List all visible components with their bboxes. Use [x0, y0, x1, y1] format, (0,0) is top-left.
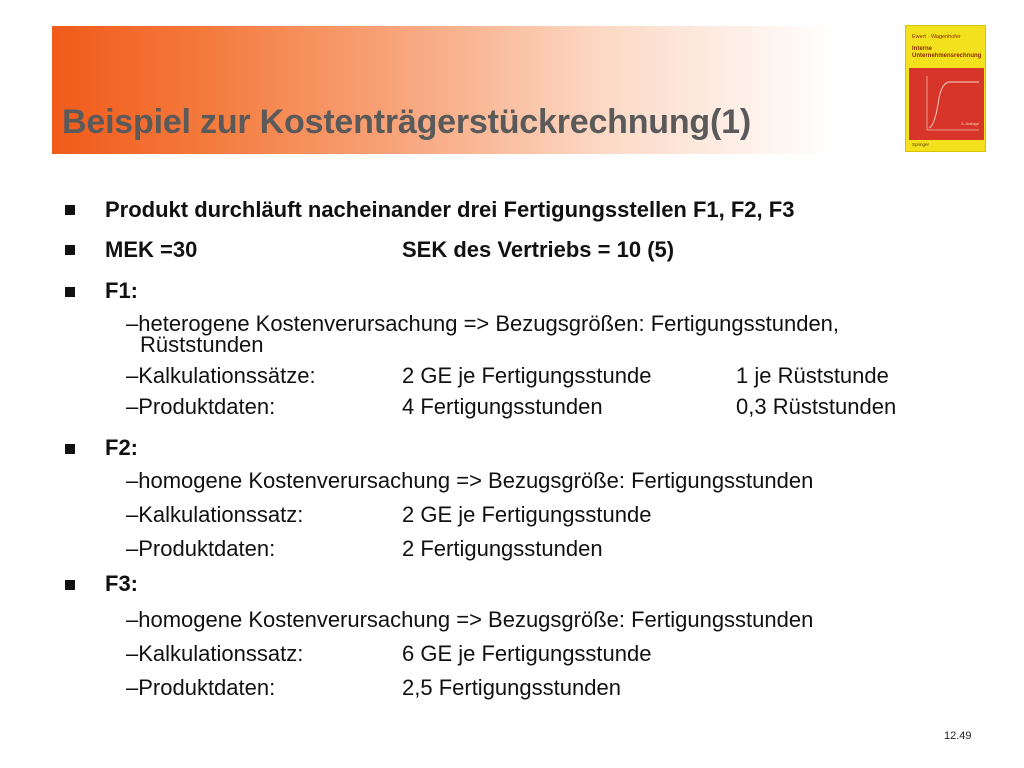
book-edition: 5. Auflage — [961, 121, 979, 126]
f1-rates-value-machine: 2 GE je Fertigungsstunde — [402, 363, 652, 388]
bullet-sek: SEK des Vertriebs = 10 (5) — [402, 237, 675, 262]
bullet-mek: MEK =30 — [105, 237, 198, 262]
f1-product-value-setup: 0,3 Rüststunden — [736, 394, 897, 419]
f2-cost-causation: –homogene Kostenverursachung => Bezugsgröße: Fertigungsstunden — [126, 468, 814, 493]
heading-f2: F2: — [105, 435, 138, 460]
f2-product-value: 2 Fertigungsstunden — [402, 536, 603, 561]
f1-rates-value-setup: 1 je Rüststunde — [736, 363, 889, 388]
f3-product-label: –Produktdaten: — [126, 675, 276, 700]
page-number: 12.49 — [944, 730, 972, 742]
bullet-square-icon — [65, 287, 75, 297]
bullet-square-icon — [65, 245, 75, 255]
f2-rate-value: 2 GE je Fertigungsstunde — [402, 502, 652, 527]
f3-cost-causation: –homogene Kostenverursachung => Bezugsgröße: Fertigungsstunden — [126, 607, 814, 632]
slide-title: Beispiel zur Kostenträgerstückrechnung(1) — [62, 103, 751, 141]
f3-product-value: 2,5 Fertigungsstunden — [402, 675, 621, 700]
f2-rate-label: –Kalkulationssatz: — [126, 502, 304, 527]
book-cover-image — [905, 25, 986, 152]
book-cover-graphic — [909, 68, 984, 140]
f1-rates-label: –Kalkulationssätze: — [126, 363, 316, 388]
book-cover-curve-icon — [909, 68, 984, 140]
f1-product-label: –Produktdaten: — [126, 394, 276, 419]
heading-f3: F3: — [105, 571, 138, 596]
bullet-square-icon — [65, 444, 75, 454]
f1-product-value-hours: 4 Fertigungsstunden — [402, 394, 603, 419]
f1-cost-causation: –heterogene Kostenverursachung => Bezugsgrößen: Fertigungsstunden, — [126, 311, 840, 336]
bullet-square-icon — [65, 205, 75, 215]
book-authors: Ewert · Wagenhofer — [912, 34, 961, 40]
f3-rate-value: 6 GE je Fertigungsstunde — [402, 641, 652, 666]
bullet-square-icon — [65, 580, 75, 590]
book-publisher: Springer — [912, 142, 930, 147]
f1-cost-causation-cont: Rüststunden — [140, 332, 264, 357]
f2-product-label: –Produktdaten: — [126, 536, 276, 561]
book-title: Interne Unternehmensrechnung — [912, 46, 982, 59]
heading-f1: F1: — [105, 278, 138, 303]
f3-rate-label: –Kalkulationssatz: — [126, 641, 304, 666]
bullet-produkt: Produkt durchläuft nacheinander drei Fertigungsstellen F1, F2, F3 — [105, 197, 795, 222]
